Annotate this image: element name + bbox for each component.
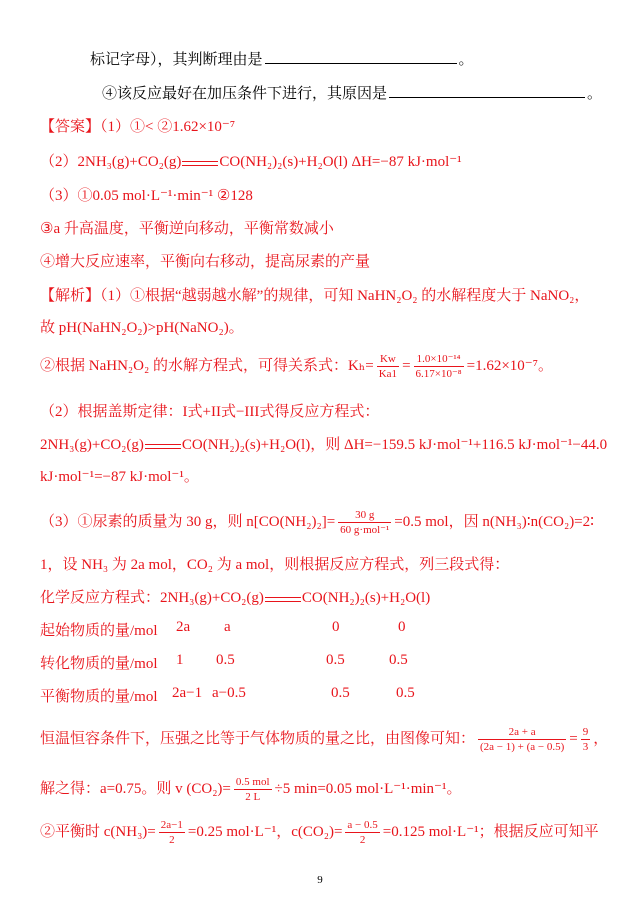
fraction-denominator: 2 L (245, 791, 261, 803)
equation-right: CO(NH₂)₂(s)+H₂O(l) (301, 590, 431, 606)
fraction-denominator: (2a − 1) + (a − 0.5) (480, 741, 565, 753)
cell-urea: 0 (332, 619, 340, 635)
answer-line-4: ③a 升高温度，平衡逆向移动，平衡常数减小 (40, 221, 334, 237)
equation-right: CO(NH₂)₂(s)+H₂O(l) ΔH=−87 kJ·mol⁻¹ (219, 154, 462, 170)
analysis-line-4: （2）根据盖斯定律：I式+II式−III式得反应方程式： (40, 404, 380, 420)
analysis-text: ②根据 NaHN₂O₂ 的水解方程式，可得关系式：Kₕ= (40, 357, 374, 374)
cell-water: 0.5 (389, 652, 408, 668)
fraction-numerator: Kw (377, 352, 399, 367)
fraction-numerator: 1.0×10⁻¹⁴ (414, 352, 464, 367)
fraction-values (414, 352, 464, 381)
analysis-text: =0.5 mol，因 n(NH₃)∶n(CO₂)=2∶ (394, 513, 595, 530)
equilibrium-arrow-icon (182, 158, 218, 168)
analysis-line-2: 故 pH(NaHN₂O₂)>pH(NaNO₂)。 (40, 320, 244, 336)
question-end: 。 (587, 86, 603, 102)
fraction-denominator: 2 (359, 834, 366, 846)
analysis-line-6: kJ·mol⁻¹=−87 kJ·mol⁻¹。 (40, 469, 199, 485)
fraction-numerator: 2a−1 (160, 819, 183, 831)
page-number: 9 (317, 874, 323, 886)
fraction-numerator: 30 g (338, 508, 391, 523)
equilibrium-arrow-icon (145, 441, 181, 451)
cell-co2: a−0.5 (212, 685, 246, 701)
fraction-denominator: 6.17×10⁻⁸ (415, 368, 462, 380)
equation-left: （2）2NH₃(g)+CO₂(g) (40, 154, 182, 170)
analysis-line-12 (40, 818, 599, 847)
question-line-2 (102, 82, 602, 103)
analysis-label: 【解析】 (40, 288, 101, 304)
question-line-1 (90, 48, 474, 69)
question-text: 标记字母），其判断理由是 (90, 52, 263, 68)
answer-line-5: ④增大反应速率，平衡向右移动，提高尿素的产量 (40, 254, 371, 270)
analysis-text: =0.25 mol·L⁻¹，c(CO₂)= (187, 823, 343, 840)
answer-line-2 (40, 150, 462, 171)
analysis-text: =0.125 mol·L⁻¹；根据反应可知平 (382, 823, 599, 840)
fraction-pressure (581, 725, 591, 754)
analysis-line-3 (40, 352, 553, 381)
equation-left: 化学反应方程式：2NH₃(g)+CO₂(g) (40, 590, 264, 606)
equation-left: 2NH₃(g)+CO₂(g) (40, 437, 144, 453)
cell-water: 0.5 (396, 685, 415, 701)
fraction-denominator: 3 (582, 741, 589, 753)
row-label: 平衡物质的量/mol (40, 689, 158, 705)
cell-nh3: 2a (176, 619, 191, 635)
equilibrium-arrow-icon (265, 594, 301, 604)
analysis-line-11 (40, 775, 461, 804)
cell-water: 0 (398, 619, 406, 635)
answer-blank[interactable] (389, 83, 585, 98)
answer-blank[interactable] (265, 49, 457, 64)
fraction-numerator: 0.5 mol (235, 776, 270, 788)
answer-line-3: （3）①0.05 mol·L⁻¹·min⁻¹ ②128 (40, 188, 253, 204)
fraction-nh3 (159, 818, 185, 847)
analysis-text: =1.62×10⁻⁷。 (466, 357, 553, 374)
analysis-text: 解之得：a=0.75。则 v (CO₂)= (40, 780, 231, 797)
analysis-line-9 (40, 586, 430, 607)
analysis-text: （1）①根据“越弱越水解”的规律，可知 NaHN₂O₂ 的水解程度大于 NaNO₂， (100, 288, 590, 304)
analysis-line-10 (40, 725, 608, 754)
fraction-numerator: 9 (582, 726, 589, 738)
row-label: 转化物质的量/mol (40, 656, 158, 672)
equation-right: CO(NH₂)₂(s)+H₂O(l)，则 ΔH=−159.5 kJ·mol⁻¹+116.5 kJ·mol⁻¹−44.0 (181, 437, 608, 453)
cell-urea: 0.5 (331, 685, 350, 701)
cell-nh3: 1 (176, 652, 184, 668)
question-end: 。 (458, 52, 474, 68)
fraction-denominator: 60 g·mol⁻¹ (340, 524, 390, 536)
cell-urea: 0.5 (326, 652, 345, 668)
fraction-co2 (345, 818, 379, 847)
equals-sign: = (402, 357, 411, 374)
answer-text: （1）①< ②1.62×10⁻⁷ (100, 119, 236, 135)
fraction-moles (478, 725, 566, 754)
analysis-text: （3）①尿素的质量为 30 g，则 n[CO(NH₂)₂]= (40, 513, 336, 530)
analysis-text: ÷5 min=0.05 mol·L⁻¹·min⁻¹。 (274, 780, 462, 797)
fraction-kw-ka1 (377, 352, 399, 381)
cell-co2: a (224, 619, 231, 635)
analysis-text: ， (593, 730, 609, 747)
answer-label: 【答案】 (40, 119, 101, 135)
answer-line-1 (40, 115, 235, 136)
analysis-line-8: 1，设 NH₃ 为 2a mol，CO₂ 为 a mol，则根据反应方程式，列三段式得： (40, 557, 510, 573)
fraction-mass (338, 508, 391, 537)
fraction-denominator: Ka1 (378, 368, 398, 380)
cell-nh3: 2a−1 (172, 685, 203, 701)
question-text: ④该反应最好在加压条件下进行，其原因是 (102, 86, 388, 102)
equals-sign: = (569, 730, 578, 747)
analysis-text: 恒温恒容条件下，压强之比等于气体物质的量之比，由图像可知： (40, 730, 476, 747)
analysis-line-1 (40, 284, 589, 305)
analysis-text: ②平衡时 c(NH₃)= (40, 823, 156, 840)
fraction-numerator: 2a + a (478, 725, 566, 740)
fraction-denominator: 2 (169, 834, 175, 846)
fraction-numerator: a − 0.5 (347, 819, 378, 831)
cell-co2: 0.5 (216, 652, 235, 668)
fraction-rate (234, 775, 272, 804)
analysis-line-5 (40, 433, 607, 454)
row-label: 起始物质的量/mol (40, 623, 158, 639)
analysis-line-7 (40, 508, 594, 537)
